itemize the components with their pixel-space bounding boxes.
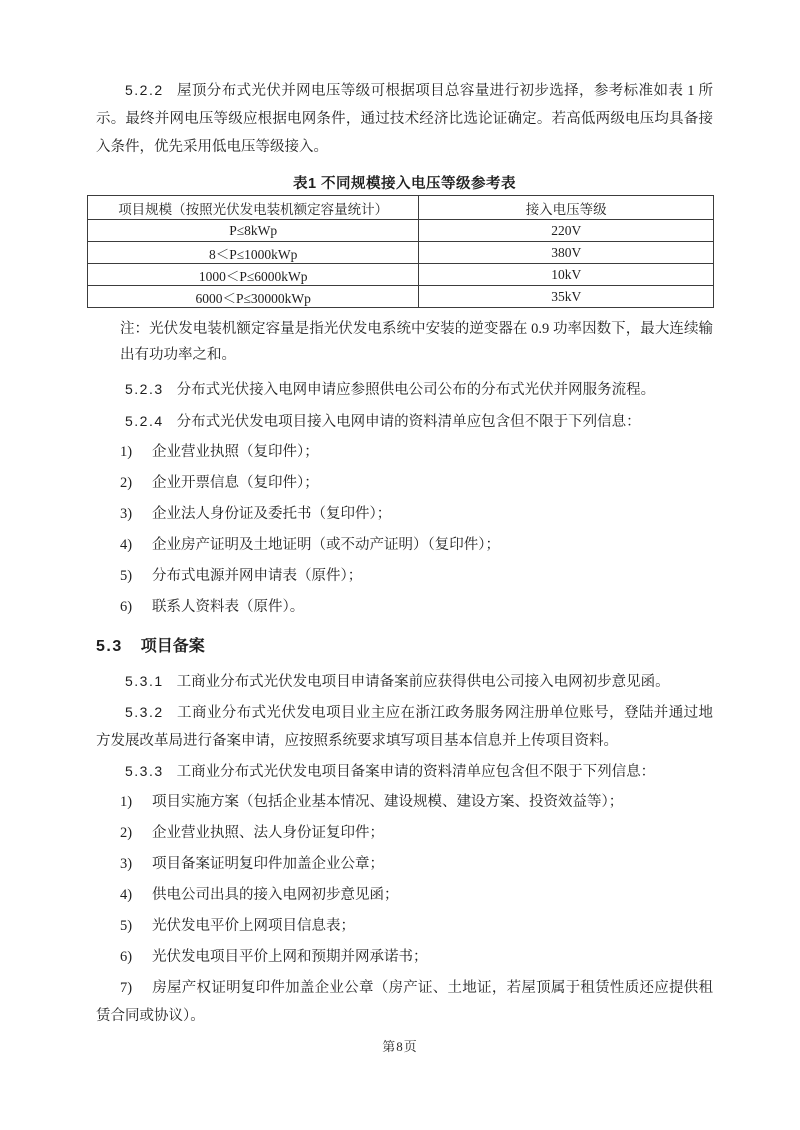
list-item-number: 6) — [120, 599, 133, 615]
table-row — [88, 220, 714, 242]
table-row — [88, 264, 714, 286]
list-item-text: 项目实施方案（包括企业基本情况、建设规模、建设方案、投资效益等）； — [152, 794, 624, 810]
list-item-number: 7) — [120, 980, 133, 996]
section-number-5-3-3: 5.3.3 — [125, 763, 164, 779]
list-item — [96, 593, 713, 621]
list-item-text: 企业房产证明及土地证明（或不动产证明）（复印件）； — [152, 537, 500, 553]
section-number-5-3-1: 5.3.1 — [125, 673, 164, 689]
page-number: 第8页 — [382, 1039, 418, 1054]
list-item-text: 供电公司出具的接入电网初步意见函； — [152, 887, 399, 903]
table-cell-voltage: 10kV — [419, 264, 714, 286]
paragraph-5-3-2-text: 工商业分布式光伏发电项目业主应在浙江政务服务网注册单位账号，登陆并通过地方发展改革局进行备案申请，应按照系统要求填写项目基本信息并上传项目资料。 — [96, 705, 713, 749]
section-number-5-2-2: 5.2.2 — [125, 82, 164, 98]
paragraph-5-2-4 — [96, 407, 713, 436]
list-item-number: 2) — [120, 475, 133, 491]
paragraph-5-3-3-text: 工商业分布式光伏发电项目备案申请的资料清单应包含但不限于下列信息： — [176, 764, 656, 780]
table-cell-scale: 6000＜P≤30000kWp — [88, 286, 419, 308]
paragraph-5-3-1 — [96, 667, 713, 696]
list-item-text: 项目备案证明复印件加盖企业公章； — [152, 856, 384, 872]
list-item — [96, 819, 713, 847]
list-item — [96, 562, 713, 590]
list-item — [96, 943, 713, 971]
table-row — [88, 286, 714, 308]
list-item-number: 2) — [120, 825, 133, 841]
table-cell-scale: P≤8kWp — [88, 220, 419, 242]
paragraph-5-2-2 — [96, 76, 713, 161]
list-item — [96, 500, 713, 528]
table-cell-scale: 1000＜P≤6000kWp — [88, 264, 419, 286]
table1-note: 注：光伏发电装机额定容量是指光伏发电系统中安装的逆变器在 0.9 功率因数下，最大连续输出有功功率之和。 — [120, 321, 713, 363]
section-number-5-2-4: 5.2.4 — [125, 413, 164, 429]
list-item-text: 分布式电源并网申请表（原件）； — [152, 568, 363, 584]
list-5-2-4 — [96, 438, 713, 621]
list-item-number: 3) — [120, 856, 133, 872]
paragraph-5-2-3-text: 分布式光伏接入电网申请应参照供电公司公布的分布式光伏并网服务流程。 — [176, 382, 656, 398]
section-number-5-3: 5.3 — [96, 638, 123, 655]
list-item — [96, 788, 713, 816]
section-number-5-2-3: 5.2.3 — [125, 381, 164, 397]
heading-5-3 — [96, 635, 713, 659]
table-cell-scale: 8＜P≤1000kWp — [88, 242, 419, 264]
table-row — [88, 242, 714, 264]
list-item-number: 1) — [120, 794, 133, 810]
heading-5-3-text: 项目备案 — [140, 638, 205, 655]
table1-voltage-levels — [87, 195, 714, 308]
list-item-number: 5) — [120, 568, 133, 584]
list-item — [96, 438, 713, 466]
list-item — [96, 974, 713, 1030]
table1-header-row — [88, 196, 714, 220]
list-item — [96, 850, 713, 878]
list-item-number: 5) — [120, 918, 133, 934]
list-item-number: 4) — [120, 537, 133, 553]
list-item-text: 光伏发电项目平价上网和预期并网承诺书； — [152, 949, 428, 965]
table1-header-project-scale: 项目规模（按照光伏发电装机额定容量统计） — [88, 196, 419, 220]
list-item — [96, 881, 713, 909]
list-item — [96, 912, 713, 940]
paragraph-5-2-2-text: 屋顶分布式光伏并网电压等级可根据项目总容量进行初步选择，参考标准如表 1 所示。最终并网电压等级应根据电网条件，通过技术经济比选论证确定。若高低两级电压均具备接入条件，优先采用低电压等级接入。 — [96, 83, 713, 155]
section-number-5-3-2: 5.3.2 — [125, 704, 164, 720]
list-item — [96, 469, 713, 497]
list-item-text: 企业营业执照（复印件）； — [152, 444, 319, 460]
list-item-text: 联系人资料表（原件）。 — [152, 599, 305, 615]
paragraph-5-2-3 — [96, 375, 713, 404]
list-item-text: 企业开票信息（复印件）； — [152, 475, 319, 491]
paragraph-5-3-1-text: 工商业分布式光伏发电项目申请备案前应获得供电公司接入电网初步意见函。 — [176, 674, 670, 690]
paragraph-5-3-2 — [96, 698, 713, 755]
table-cell-voltage: 35kV — [419, 286, 714, 308]
list-item-number: 3) — [120, 506, 133, 522]
list-item-number: 1) — [120, 444, 133, 460]
list-5-3-3 — [96, 788, 713, 1030]
table-cell-voltage: 220V — [419, 220, 714, 242]
list-item-text: 企业营业执照、法人身份证复印件； — [152, 825, 384, 841]
list-item-number: 4) — [120, 887, 133, 903]
list-item-text: 企业法人身份证及委托书（复印件）； — [152, 506, 392, 522]
table-cell-voltage: 380V — [419, 242, 714, 264]
table1-title: 表1 不同规模接入电压等级参考表 — [292, 176, 517, 192]
paragraph-5-3-3 — [96, 757, 713, 786]
list-item — [96, 531, 713, 559]
list-item-number: 6) — [120, 949, 133, 965]
table1-header-voltage-level: 接入电压等级 — [419, 196, 714, 220]
paragraph-5-2-4-text: 分布式光伏发电项目接入电网申请的资料清单应包含但不限于下列信息： — [176, 414, 641, 430]
list-item-text: 房屋产权证明复印件加盖企业公章（房产证、土地证，若屋顶属于租赁性质还应提供租赁合同或协议）。 — [96, 980, 713, 1024]
list-item-text: 光伏发电平价上网项目信息表； — [152, 918, 355, 934]
